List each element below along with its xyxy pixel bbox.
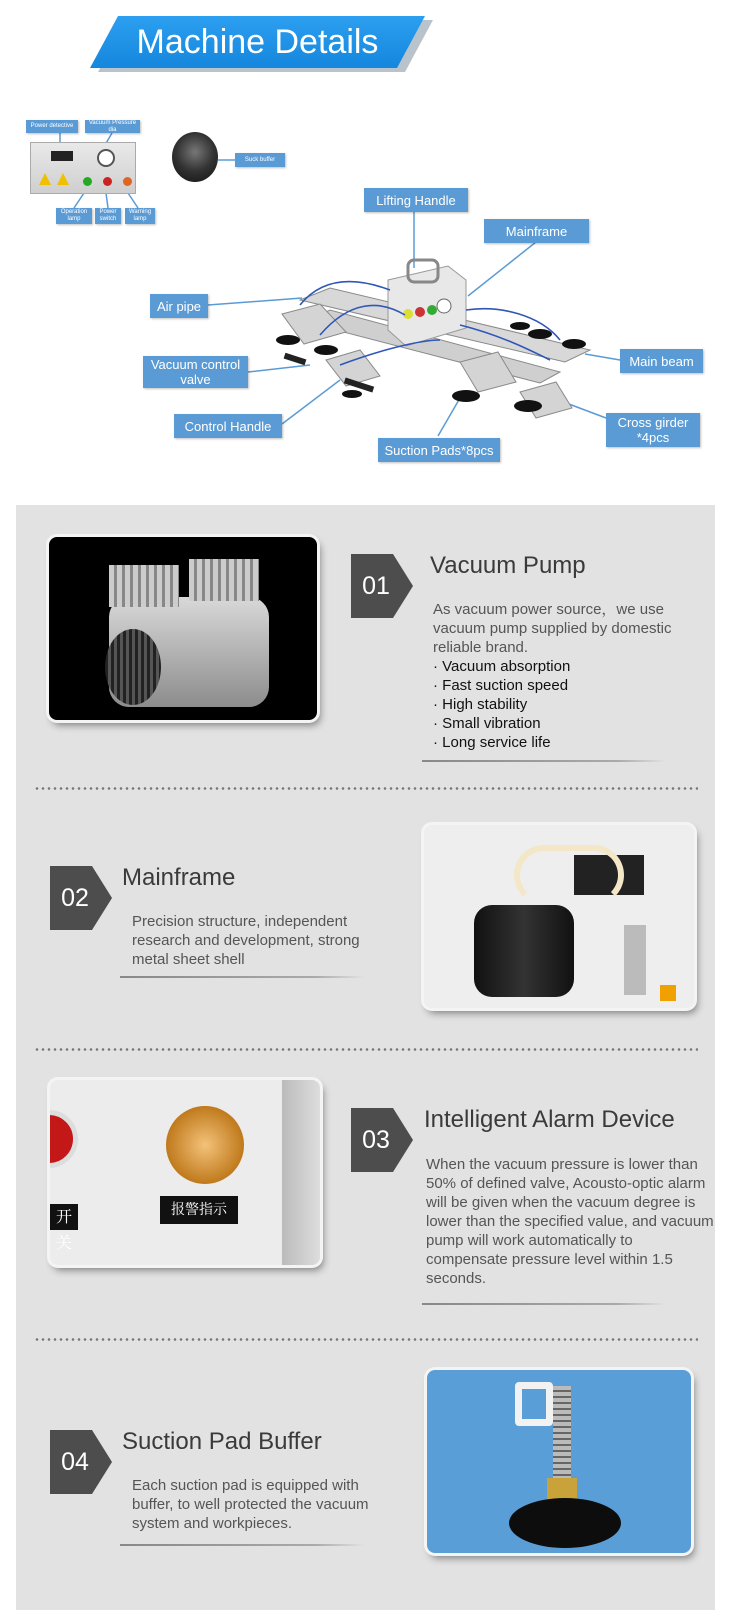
- feature-title-vacuum-pump: Vacuum Pump: [430, 552, 586, 579]
- bullet-item: · High stability: [433, 696, 528, 713]
- control-panel-photo: [30, 142, 136, 194]
- alarm-device-photo: [50, 1080, 320, 1265]
- feature-desc-alarm-device: When the vacuum pressure is lower than 50% of defined valve, Acousto-optic alarm will be given when the vacuum degree is lower than the specified value, and vacuum pump will work automatically to compensate pressure level within 1.5 seconds.: [426, 1156, 714, 1287]
- underline: [422, 1303, 666, 1305]
- suction-pad-buffer-photo: [427, 1370, 691, 1553]
- label-mainframe: Mainframe: [484, 219, 589, 243]
- feature-number-03: 03: [351, 1108, 415, 1172]
- feature-number-01: 01: [351, 554, 415, 618]
- label-operation-lamp: Operation lamp: [56, 208, 92, 224]
- feature-desc-mainframe: Precision structure, independent research and development, strong metal sheet shell: [132, 913, 360, 968]
- label-lifting-handle: Lifting Handle: [364, 188, 468, 212]
- label-vacuum-control-valve: Vacuum control valve: [143, 356, 248, 388]
- switch-sign-text: 开关: [50, 1204, 78, 1230]
- dotted-divider: [34, 1338, 698, 1341]
- label-power-switch: Power switch: [95, 208, 121, 224]
- vacuum-pump-photo: [49, 537, 317, 720]
- alarm-sign-text: 报警指示: [160, 1196, 238, 1224]
- bullet-item: · Fast suction speed: [433, 677, 569, 694]
- dotted-divider: [34, 1048, 698, 1051]
- feature-desc-vacuum-pump: As vacuum power source，we use vacuum pump supplied by domestic reliable brand.: [433, 601, 672, 656]
- label-cross-girder: Cross girder *4pcs: [606, 413, 700, 447]
- label-suck-buffer: Suck buffer: [235, 153, 285, 167]
- label-air-pipe: Air pipe: [150, 294, 208, 318]
- suck-buffer-photo: [172, 132, 218, 182]
- machine-diagram: [0, 100, 750, 480]
- feature-number-02: 02: [50, 866, 114, 930]
- label-control-handle: Control Handle: [174, 414, 282, 438]
- underline: [422, 760, 666, 762]
- mainframe-photo: [424, 825, 694, 1008]
- bullet-item: · Long service life: [433, 734, 551, 751]
- label-power-detective: Power detective: [26, 120, 78, 133]
- underline: [120, 1544, 364, 1546]
- label-suction-pads: Suction Pads*8pcs: [378, 438, 500, 462]
- underline: [120, 976, 364, 978]
- feature-number-04: 04: [50, 1430, 114, 1494]
- feature-title-alarm-device: Intelligent Alarm Device: [424, 1106, 675, 1133]
- dotted-divider: [34, 787, 698, 790]
- bullet-item: · Vacuum absorption: [433, 658, 571, 675]
- feature-bullets: [433, 657, 703, 752]
- label-warning-lamp: Warning lamp: [125, 208, 155, 224]
- feature-title-suction-pad-buffer: Suction Pad Buffer: [122, 1428, 322, 1455]
- label-vacuum-pressure: Vacuum Pressure dia: [85, 120, 140, 133]
- header-banner: [90, 16, 435, 70]
- bullet-item: · Small vibration: [433, 715, 541, 732]
- feature-title-mainframe: Mainframe: [122, 864, 236, 891]
- page-title: Machine Details: [136, 23, 379, 61]
- feature-desc-suction-pad-buffer: Each suction pad is equipped with buffer, to well protected the vacuum system and workpieces.: [132, 1477, 369, 1532]
- label-main-beam: Main beam: [620, 349, 703, 373]
